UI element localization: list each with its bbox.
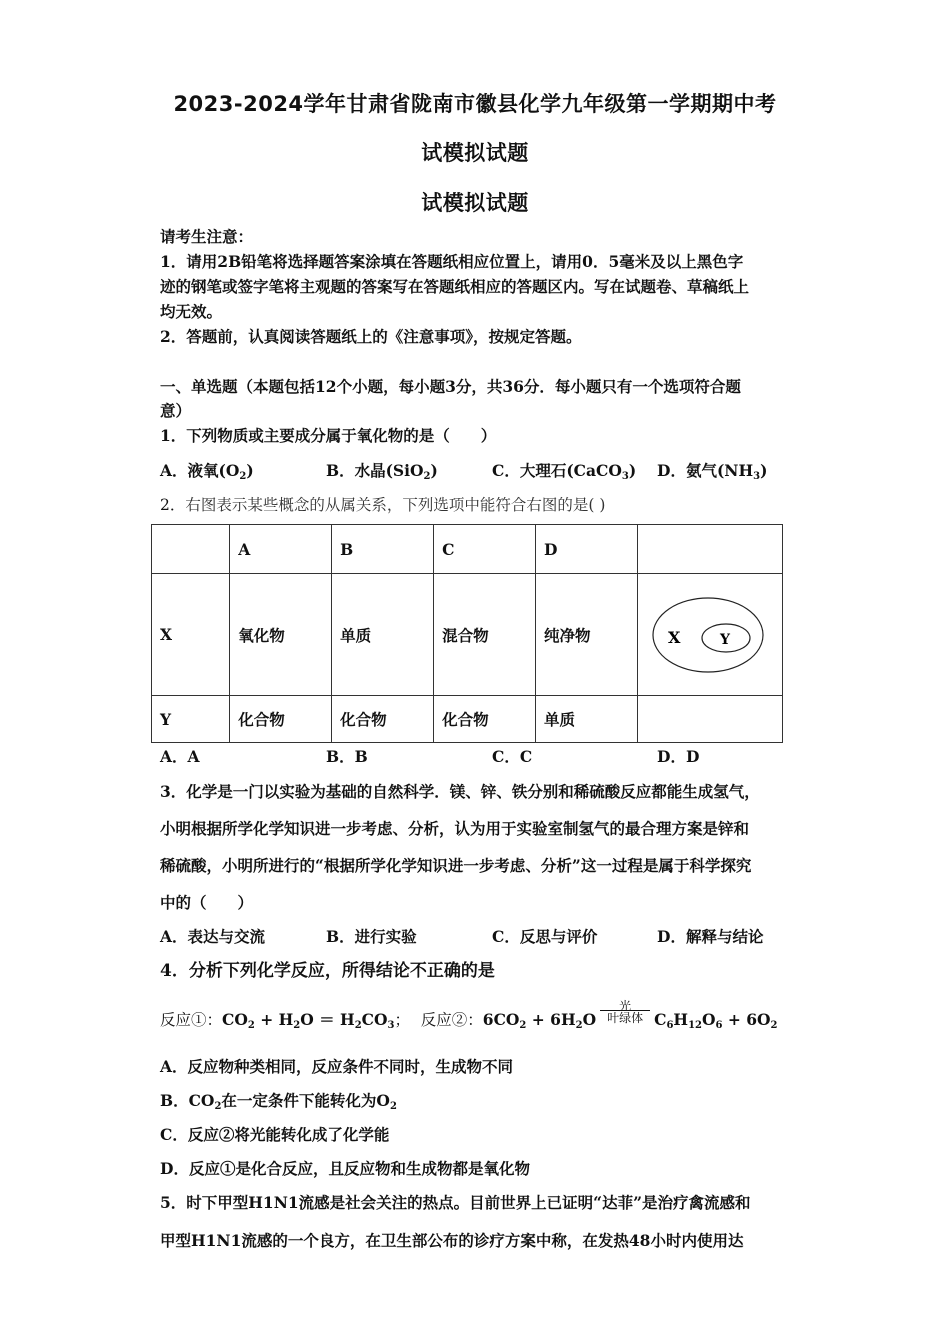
q4-option-d: D．反应①是化合反应，且反应物和生成物都是氧化物: [160, 1159, 530, 1178]
table-cell: 单质: [332, 574, 434, 696]
q2-stem: 2．右图表示某些概念的从属关系，下列选项中能符合右图的是( ): [160, 496, 606, 514]
q2-table: [151, 524, 783, 743]
table-cell-empty: [152, 525, 230, 574]
section-heading-line-1: 一、单选题（本题包括12个小题，每小题3分，共36分．每小题只有一个选项符合题: [160, 377, 741, 396]
title-line-3: 试模拟试题: [421, 191, 529, 215]
notice-heading: 请考生注意：: [160, 227, 254, 246]
q1-options: [160, 459, 800, 483]
table-row-label-x: X: [152, 574, 230, 696]
table-cell-empty: [637, 525, 782, 574]
q1-option-a: A．液氧$(O_2)$: [160, 461, 254, 482]
table-cell: 单质: [536, 696, 638, 743]
q3-options: [160, 925, 800, 949]
table-cell: 化合物: [230, 696, 332, 743]
condition-light: 光: [619, 999, 632, 1013]
table-cell: 氧化物: [230, 574, 332, 696]
section-heading-line-2: 意）: [160, 401, 192, 420]
q3-option-b: B．进行实验: [326, 927, 417, 946]
notice-line-3: 均无效。: [160, 302, 223, 321]
condition-chloroplast: 叶绿体: [607, 1011, 644, 1025]
q1-option-c: C．大理石(CaCO$_3$): [492, 461, 637, 482]
table-header-a: A: [230, 525, 332, 574]
table-row-label-y: Y: [152, 696, 230, 743]
table-header-d: D: [536, 525, 638, 574]
q2-option-c: C．C: [492, 747, 533, 766]
q3-option-d: D．解释与结论: [657, 927, 764, 946]
table-row: [152, 525, 783, 574]
table-row: [152, 574, 783, 696]
table-cell-empty: [637, 696, 782, 743]
notice-line-2: 迹的钢笔或签字笔将主观题的答案写在答题纸相应的答题区内。写在试题卷、草稿纸上: [160, 277, 750, 296]
reaction-1: 反应①：$CO_2 + H_2O = H_2CO_3$；: [160, 1010, 410, 1031]
q5-line-1: 5．时下甲型H1N1流感是社会关注的热点。目前世界上已证明“达菲”是治疗禽流感和: [160, 1193, 751, 1212]
venn-label-y: Y: [719, 631, 730, 648]
q3-line-3: 稀硫酸，小明所进行的“根据所学化学知识进一步考虑、分析”这一过程是属于科学探究: [160, 856, 752, 875]
q4-option-b: B．$CO_2$在一定条件下能转化为$O_2$: [160, 1091, 397, 1112]
table-header-b: B: [332, 525, 434, 574]
q2-option-d: D．D: [657, 747, 700, 766]
venn-label-x: X: [667, 627, 681, 647]
reaction-2: 反应②：$6CO_2 + 6H_2O$ 光 叶绿体 $C_6H_{12}O_6 + 6O_2$: [421, 1010, 778, 1029]
title-line-2: 试模拟试题: [421, 141, 529, 165]
q3-option-c: C．反思与评价: [492, 927, 598, 946]
title-line-1: 2023-2024学年甘肃省陇南市徽县化学九年级第一学期期中考: [173, 92, 777, 116]
q3-line-1: 3．化学是一门以实验为基础的自然科学．镁、锌、铁分别和稀硫酸反应都能生成氢气，: [160, 782, 760, 801]
q5-line-2: 甲型H1N1流感的一个良方，在卫生部公布的诊疗方案中称，在发热48小时内使用达: [160, 1231, 744, 1250]
q4-reactions: [160, 999, 778, 1034]
table-header-c: C: [434, 525, 536, 574]
table-cell: 纯净物: [536, 574, 638, 696]
q1-stem: 1．下列物质或主要成分属于氧化物的是（ ）: [160, 426, 497, 445]
q1-option-b: B．水晶(SiO$_2$): [326, 461, 438, 482]
q2-option-b: B．B: [326, 747, 368, 766]
venn-diagram-cell: [637, 574, 782, 696]
table-cell: 化合物: [332, 696, 434, 743]
q2-option-a: A．A: [160, 747, 200, 766]
table-row: [152, 696, 783, 743]
q1-option-d: D．氨气$(NH_3)$: [657, 461, 768, 482]
q4-option-a: A．反应物种类相同，反应条件不同时，生成物不同: [160, 1057, 514, 1076]
q3-option-a: A．表达与交流: [160, 927, 266, 946]
q3-line-4: 中的（ ）: [160, 893, 254, 912]
reaction-condition: [600, 999, 650, 1034]
venn-diagram: [638, 575, 782, 695]
notice-line-1: 1．请用2B铅笔将选择题答案涂填在答题纸相应位置上，请用0．5毫米及以上黑色字: [160, 252, 744, 271]
q4-stem: 4．分析下列化学反应，所得结论不正确的是: [160, 961, 495, 981]
q4-option-c: C．反应②将光能转化成了化学能: [160, 1125, 390, 1144]
q2-options: [160, 745, 800, 769]
notice-line-4: 2．答题前，认真阅读答题纸上的《注意事项》，按规定答题。: [160, 327, 582, 346]
table-cell: 混合物: [434, 574, 536, 696]
table-cell: 化合物: [434, 696, 536, 743]
q3-line-2: 小明根据所学化学知识进一步考虑、分析，认为用于实验室制氢气的最合理方案是锌和: [160, 819, 750, 838]
